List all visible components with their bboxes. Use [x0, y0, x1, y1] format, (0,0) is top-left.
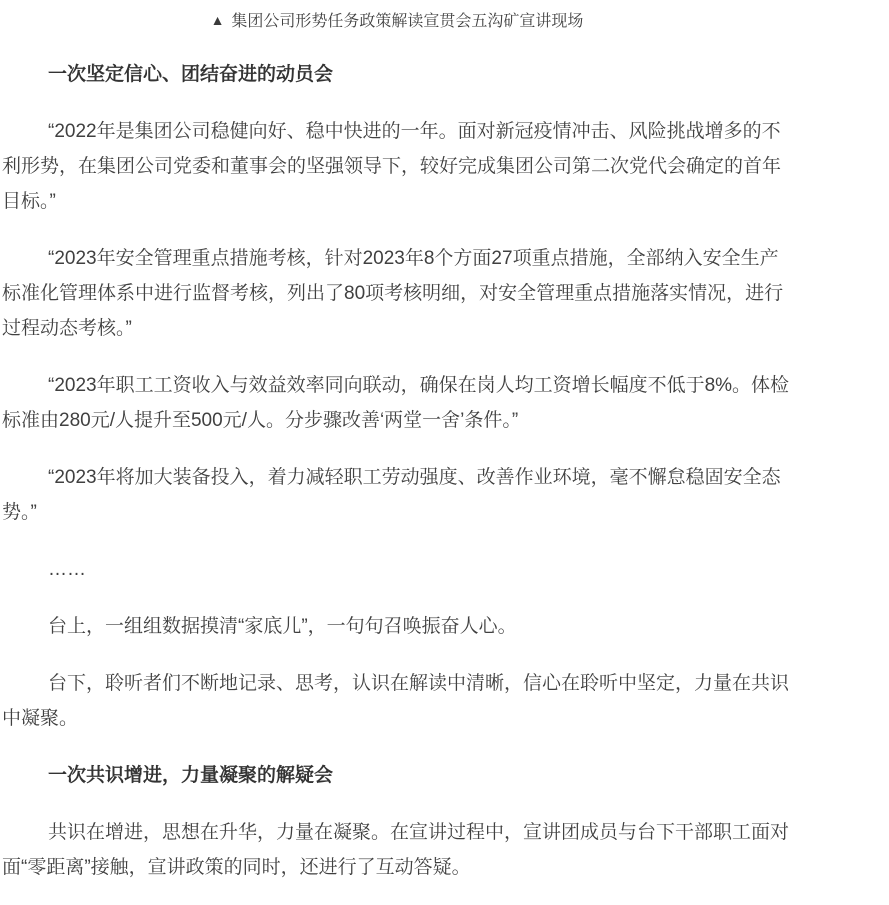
paragraph-ellipsis: …… [48, 559, 86, 580]
paragraph-on-stage: 台上，一组组数据摸清“家底儿”，一句句召唤振奋人心。 [48, 616, 517, 637]
image-caption-text: 集团公司形势任务政策解读宣贯会五沟矿宣讲现场 [231, 13, 584, 30]
article-body [0, 8, 792, 885]
paragraph-quote-equipment-investment: “2023年将加大装备投入，着力减轻职工劳动强度、改善作业环境，毫不懈怠稳固安全态势。” [2, 467, 781, 523]
section-heading-mobilization: 一次坚定信心、团结奋进的动员会 [48, 64, 334, 85]
paragraph-off-stage: 台下，聆听者们不断地记录、思考，认识在解读中清晰，信心在聆听中坚定，力量在共识中凝聚。 [2, 673, 790, 729]
image-caption [2, 8, 792, 35]
paragraph-quote-safety-assessment: “2023年安全管理重点措施考核，针对2023年8个方面27项重点措施，全部纳入安全生产标准化管理体系中进行监督考核，列出了80项考核明细，对安全管理重点措施落实情况，进行过程动态考核。” [2, 248, 784, 339]
paragraph-consensus-qa: 共识在增进，思想在升华，力量在凝聚。在宣讲过程中，宣讲团成员与台下干部职工面对面“零距离”接触，宣讲政策的同时，还进行了互动答疑。 [2, 822, 790, 878]
paragraph-quote-2022-overview: “2022年是集团公司稳健向好、稳中快进的一年。面对新冠疫情冲击、风险挑战增多的不利形势，在集团公司党委和董事会的坚强领导下，较好完成集团公司第二次党代会确定的首年目标。” [2, 121, 782, 212]
paragraph-quote-wage-growth: “2023年职工工资收入与效益效率同向联动，确保在岗人均工资增长幅度不低于8%。体检标准由280元/人提升至500元/人。分步骤改善‘两堂一舍’条件。” [2, 375, 790, 431]
triangle-up-icon: ▲ [210, 12, 225, 28]
section-heading-consensus: 一次共识增进，力量凝聚的解疑会 [48, 765, 334, 786]
